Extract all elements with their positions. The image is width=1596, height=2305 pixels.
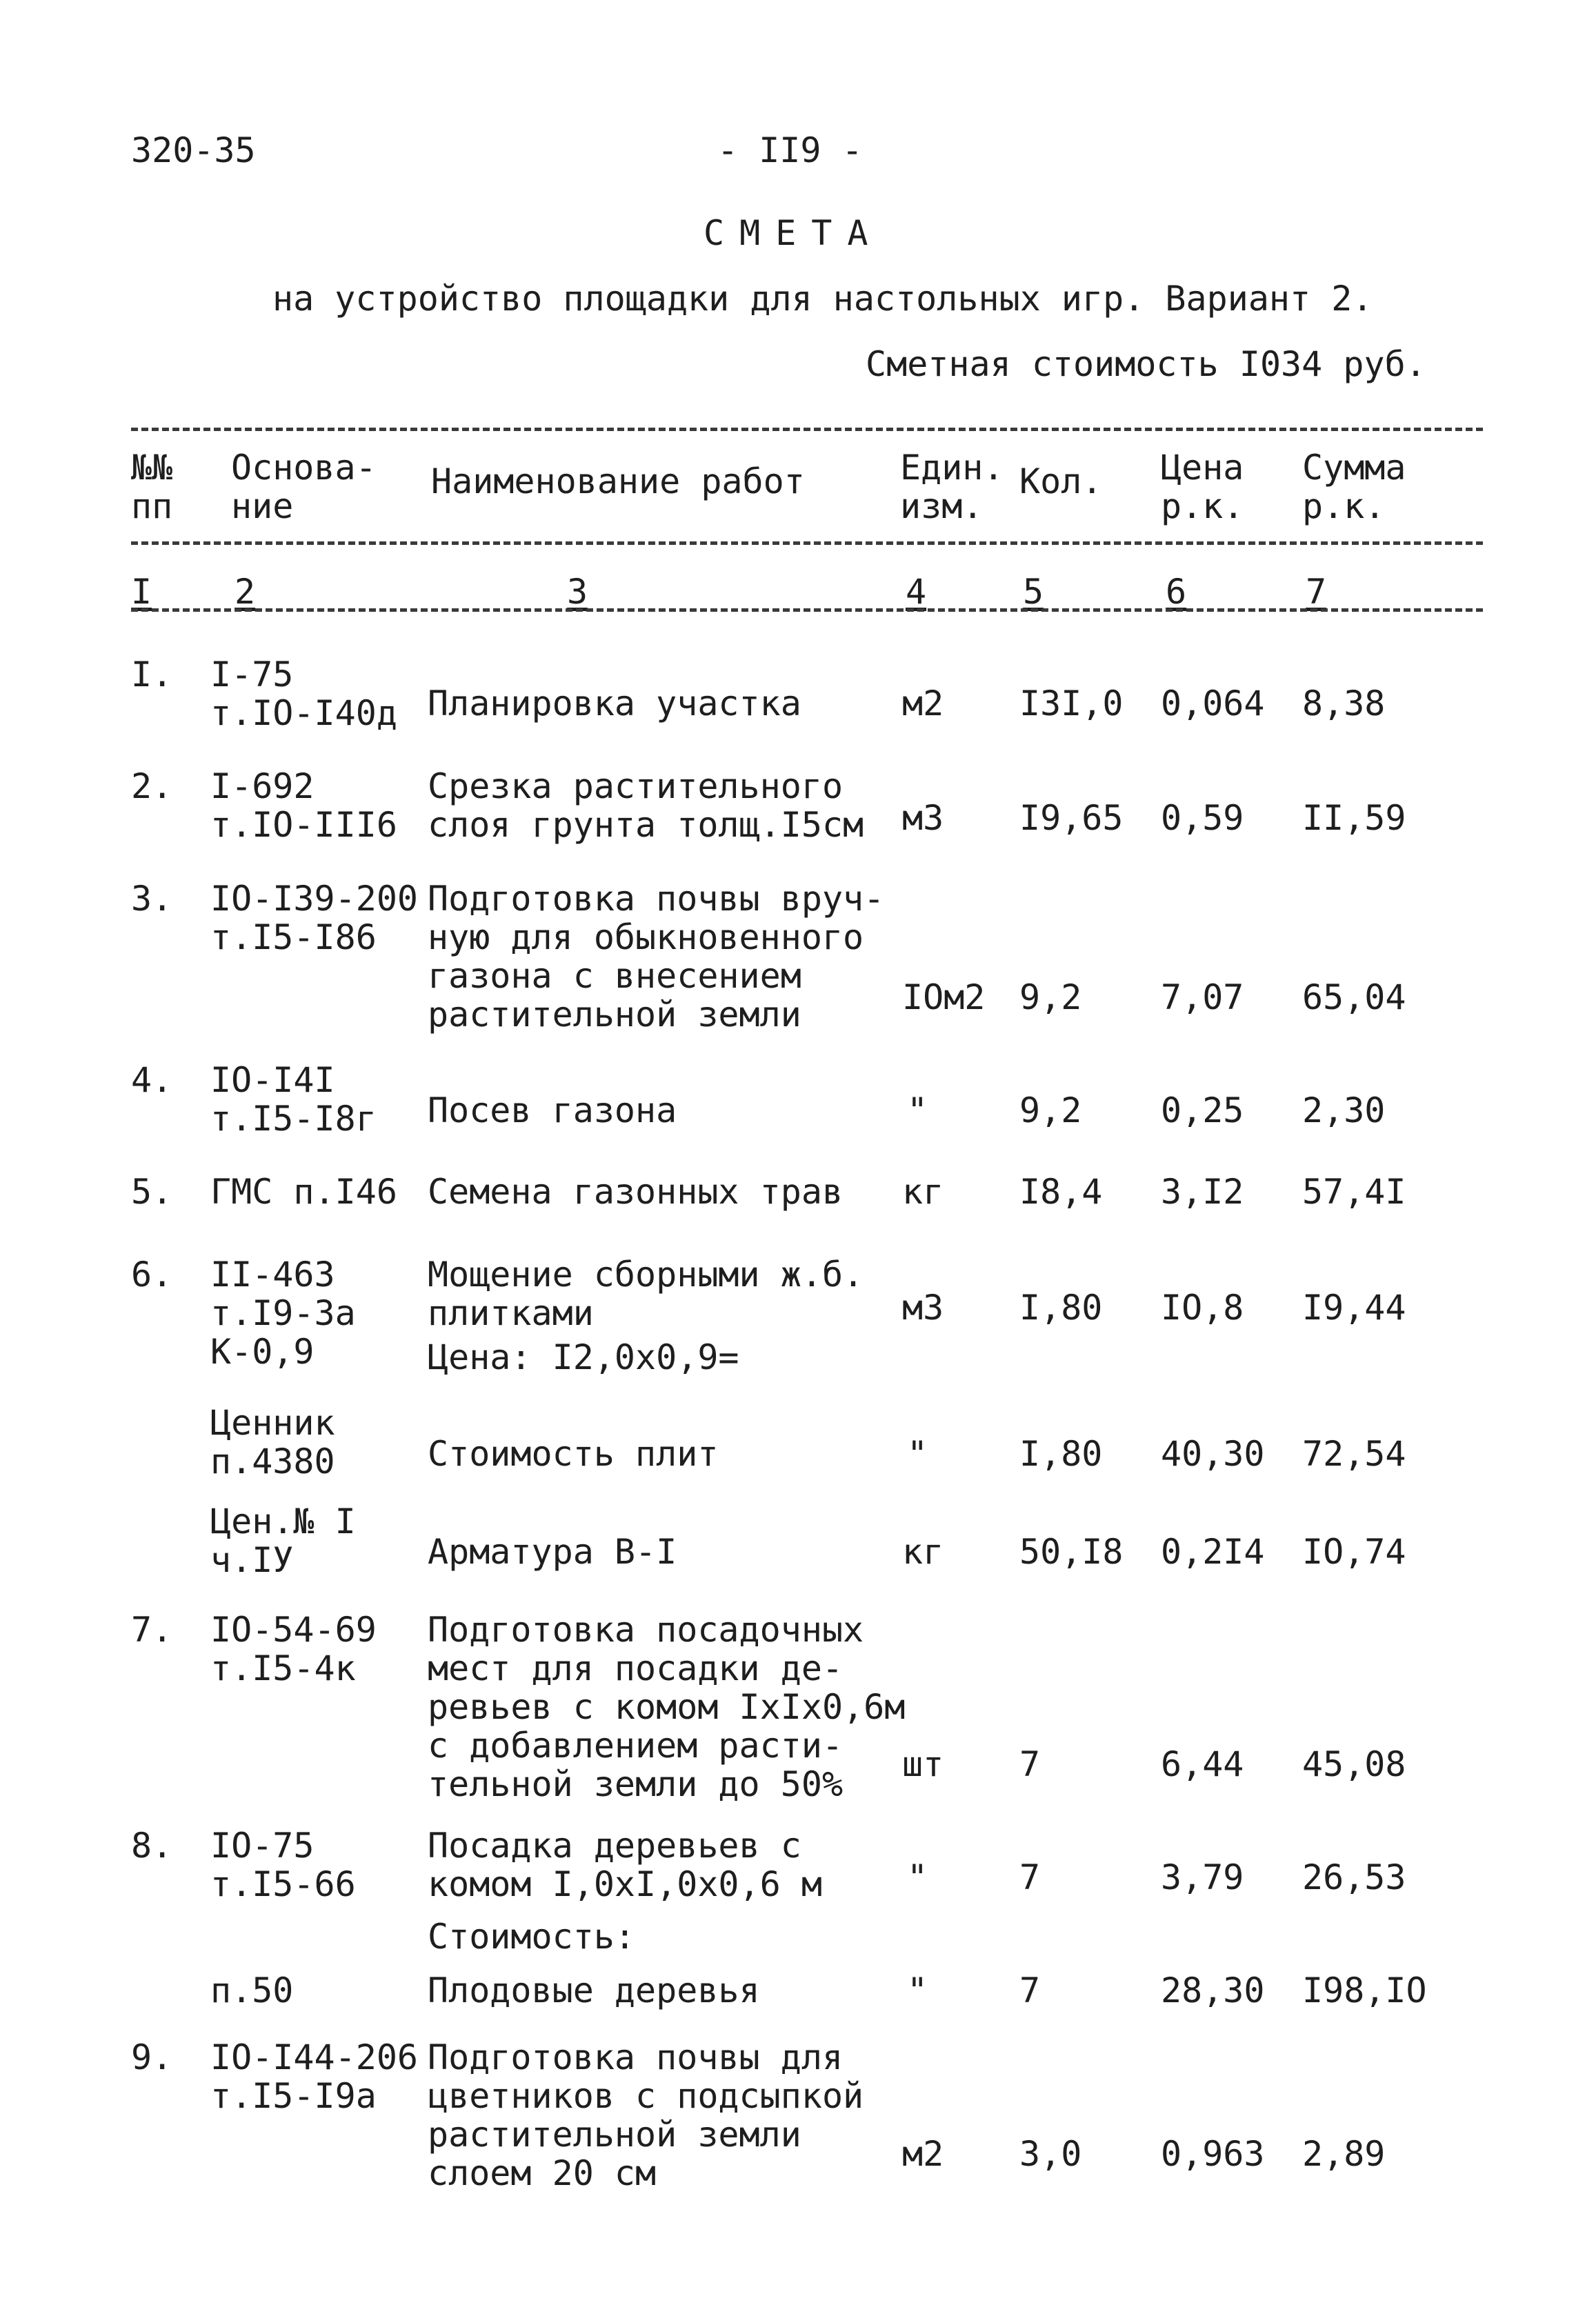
row-unit: м3 <box>902 798 944 838</box>
header-num: №№ пп <box>131 448 173 526</box>
row-price: 0,064 <box>1161 683 1265 724</box>
row-work-name: Арматура В-I <box>428 1532 677 1572</box>
row-quantity: 9,2 <box>1019 977 1082 1017</box>
column-number: 5 <box>1023 572 1044 612</box>
row-sum: 45,08 <box>1302 1744 1406 1784</box>
row-unit: кг <box>902 1532 944 1572</box>
row-unit: кг <box>902 1172 944 1212</box>
row-price: 28,30 <box>1161 1970 1265 2010</box>
row-unit: м3 <box>902 1288 944 1328</box>
row-quantity: 7 <box>1019 1857 1041 1897</box>
cost-subheader: Стоимость: <box>428 1917 636 1957</box>
row-price: 7,07 <box>1161 977 1244 1017</box>
row-basis: I-692 т.IO-III6 <box>210 766 397 845</box>
row-price: 6,44 <box>1161 1744 1244 1784</box>
row-price: 40,30 <box>1161 1434 1265 1474</box>
row-work-name: Плодовые деревья <box>428 1970 760 2010</box>
row-work-name: Посадка деревьев с комом I,0xI,0x0,6 м <box>428 1826 822 1904</box>
row-quantity: 7 <box>1019 1970 1041 2010</box>
header-sum: Сумма р.к. <box>1302 448 1406 526</box>
row-number: 3. <box>131 879 173 919</box>
page-number: - II9 - <box>717 130 863 170</box>
row-unit: IOм2 <box>902 977 986 1017</box>
column-number: 7 <box>1306 572 1327 612</box>
row-work-name: Мощение сборными ж.б. плитками <box>428 1255 864 1333</box>
row-work-name: Стоимость плит <box>428 1434 719 1474</box>
row-sum: 26,53 <box>1302 1857 1406 1897</box>
row-number: 2. <box>131 766 173 806</box>
row-unit: м2 <box>902 2134 944 2174</box>
row-quantity: I9,65 <box>1019 798 1124 838</box>
column-number: I <box>131 572 152 612</box>
header-price: Цена р.к. <box>1161 448 1244 526</box>
row-work-name: Семена газонных трав <box>428 1172 844 1212</box>
row-number: 4. <box>131 1060 173 1100</box>
row-work-name: Планировка участка <box>428 683 801 724</box>
row-basis: IO-I39-200 т.I5-I86 <box>210 879 419 957</box>
column-number: 4 <box>906 572 927 612</box>
row-price: 0,963 <box>1161 2134 1265 2174</box>
row-unit: " <box>907 1857 928 1897</box>
row-price: 0,25 <box>1161 1090 1244 1130</box>
row-quantity: 7 <box>1019 1744 1041 1784</box>
row-price-note: Цена: I2,0x0,9= <box>428 1337 739 1377</box>
header-name: Наименование работ <box>431 461 805 501</box>
row-work-name: Срезка растительного слоя грунта толщ.I5см <box>428 766 864 845</box>
row-work-name: Посев газона <box>428 1090 677 1130</box>
row-sum: 2,89 <box>1302 2134 1386 2174</box>
row-basis: IO-I4I т.I5-I8г <box>210 1060 377 1139</box>
row-number: 6. <box>131 1255 173 1295</box>
row-quantity: 3,0 <box>1019 2134 1082 2174</box>
row-basis: Цен.№ I ч.IУ <box>210 1501 356 1580</box>
row-quantity: 9,2 <box>1019 1090 1082 1130</box>
row-quantity: I,80 <box>1019 1434 1103 1474</box>
row-sum: I9,44 <box>1302 1288 1406 1328</box>
row-unit: " <box>907 1090 928 1130</box>
row-price: 3,79 <box>1161 1857 1244 1897</box>
header-unit: Един. изм. <box>900 448 1004 526</box>
estimated-cost: Сметная стоимость I034 руб. <box>866 344 1426 384</box>
header-basis: Основа- ние <box>231 448 377 526</box>
row-price: 3,I2 <box>1161 1172 1244 1212</box>
row-sum: 8,38 <box>1302 683 1386 724</box>
row-unit: " <box>907 1434 928 1474</box>
row-sum: 57,4I <box>1302 1172 1406 1212</box>
row-basis: IO-54-69 т.I5-4к <box>210 1610 377 1688</box>
row-number: I. <box>131 655 173 695</box>
document-code: 320-35 <box>131 130 256 170</box>
row-basis: п.50 <box>210 1970 294 2010</box>
row-sum: 72,54 <box>1302 1434 1406 1474</box>
row-number: 9. <box>131 2037 173 2077</box>
row-price: 0,2I4 <box>1161 1532 1265 1572</box>
row-number: 7. <box>131 1610 173 1650</box>
table-header-rule <box>131 541 1483 545</box>
table-top-rule <box>131 428 1483 431</box>
row-basis: IO-I44-206 т.I5-I9а <box>210 2037 419 2116</box>
row-basis: ГМС п.I46 <box>210 1172 397 1212</box>
header-qty: Кол. <box>1019 461 1103 501</box>
row-basis: II-463 т.I9-3а К-0,9 <box>210 1255 356 1372</box>
row-sum: 2,30 <box>1302 1090 1386 1130</box>
row-quantity: 50,I8 <box>1019 1532 1124 1572</box>
row-basis: Ценник п.4380 <box>210 1403 335 1481</box>
row-price: 0,59 <box>1161 798 1244 838</box>
row-basis: I-75 т.IO-I40д <box>210 655 397 733</box>
row-basis: IO-75 т.I5-66 <box>210 1826 356 1904</box>
row-unit: " <box>907 1970 928 2010</box>
row-price: IO,8 <box>1161 1288 1244 1328</box>
row-unit: м2 <box>902 683 944 724</box>
column-numbers-rule <box>131 608 1483 612</box>
column-number: 2 <box>235 572 256 612</box>
row-unit: шт <box>902 1744 944 1784</box>
row-quantity: I8,4 <box>1019 1172 1103 1212</box>
row-number: 5. <box>131 1172 173 1212</box>
row-quantity: I3I,0 <box>1019 683 1124 724</box>
row-work-name: Подготовка почвы для цветников с подсыпкой растительной земли слоем 20 см <box>428 2037 864 2193</box>
row-sum: 65,04 <box>1302 977 1406 1017</box>
row-work-name: Подготовка посадочных мест для посадки де- ревьев с комом IxIx0,6м с добавлением расти- тельной земли до 50% <box>428 1610 906 1804</box>
document-subtitle: на устройство площадки для настольных игр. Вариант 2. <box>272 279 1373 319</box>
row-number: 8. <box>131 1826 173 1866</box>
row-sum: II,59 <box>1302 798 1406 838</box>
document-title: СМЕТА <box>704 213 884 253</box>
row-quantity: I,80 <box>1019 1288 1103 1328</box>
row-sum: IO,74 <box>1302 1532 1406 1572</box>
column-number: 3 <box>567 572 588 612</box>
row-work-name: Подготовка почвы вруч- ную для обыкновенного газона с внесением растительной земли <box>428 879 885 1035</box>
row-sum: I98,IO <box>1302 1970 1427 2010</box>
column-number: 6 <box>1166 572 1187 612</box>
